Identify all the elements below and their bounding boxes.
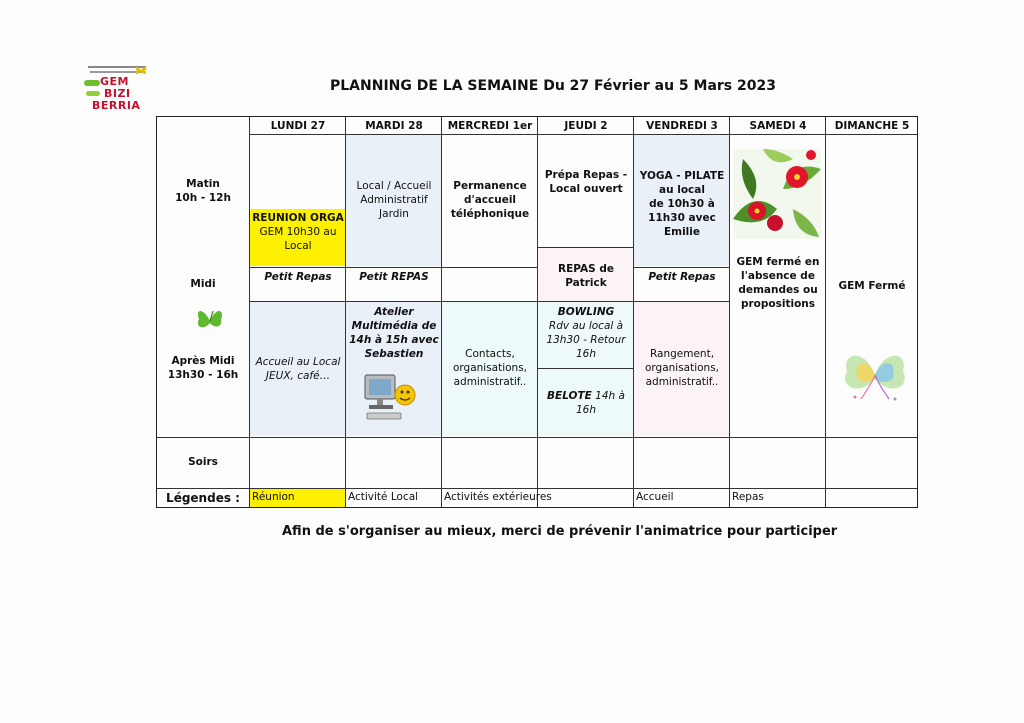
day-header-lundi: LUNDI 27 [270,119,326,132]
vendredi-matin: YOGA - PILATE au local de 10h30 à 11h30 avec Emilie [639,170,725,238]
schedule-table [156,116,918,508]
logo-line-3: BERRIA [92,99,141,112]
lundi-apres-midi: Accueil au Local JEUX, café… [255,356,341,382]
logo-line-2: BIZI [104,87,131,100]
vendredi-midi: Petit Repas [648,271,716,283]
mardi-midi: Petit REPAS [359,271,429,283]
rainbow-butterfly-image [835,337,915,407]
logo-line-1: GEM [100,75,129,88]
logo-butterfly-icon [134,64,148,76]
legend-reunion: Réunion [252,491,295,503]
jeudi-matin: Prépa Repas - Local ouvert [544,169,628,195]
footer-note: Afin de s'organiser au mieux, merci de prévenir l'animatrice pour participer [282,524,838,539]
mercredi-apres-midi: Contacts, organisations, administratif.. [452,348,528,388]
gem-bizi-berria-logo [84,64,148,116]
mardi-apres-midi: Atelier Multimédia de 14h à 15h avec Sebastien [349,306,439,360]
samedi-gem-ferme: GEM fermé en l'absence de demandes ou propositions [736,256,820,310]
legend-accueil: Accueil [636,491,674,503]
butterfly-icon [193,305,227,333]
mercredi-matin: Permanence d'accueil téléphonique [450,180,530,220]
day-header-mardi: MARDI 28 [365,119,423,132]
vendredi-apres-midi: Rangement, organisations, administratif.. [644,348,720,388]
day-header-jeudi: JEUDI 2 [564,119,608,132]
legend-activites-exterieures: Activités extérieures [444,491,552,503]
page-title: PLANNING DE LA SEMAINE Du 27 Février au 5 Mars 2023 [330,78,776,94]
row-label-matin: Matin 10h - 12h [175,178,231,204]
mardi-matin: Local / Accueil Administratif Jardin [356,180,432,220]
row-label-apres-midi: Après Midi 13h30 - 16h [167,355,239,381]
day-header-mercredi: MERCREDI 1er [447,119,533,132]
jeudi-midi: REPAS de Patrick [558,263,614,289]
hibiscus-flowers-image [733,149,821,239]
row-label-soirs: Soirs [188,456,218,468]
day-header-dimanche: DIMANCHE 5 [834,119,910,132]
dimanche-gem-ferme: GEM Fermé [838,280,906,292]
lundi-midi: Petit Repas [264,271,332,283]
lundi-reunion: REUNION ORGA GEM 10h30 au Local [252,212,344,252]
legend-label: Légendes : [166,491,240,505]
legend-repas: Repas [732,491,764,503]
row-label-midi: Midi [190,278,216,290]
day-header-vendredi: VENDREDI 3 [646,119,718,132]
jeudi-belote: BELOTE 14h à 16h [547,390,625,416]
computer-smiley-icon [363,371,419,427]
day-header-samedi: SAMEDI 4 [749,119,807,132]
jeudi-bowling: BOWLING Rdv au local à 13h30 - Retour 16h [546,306,626,360]
legend-activite-local: Activité Local [348,491,419,503]
